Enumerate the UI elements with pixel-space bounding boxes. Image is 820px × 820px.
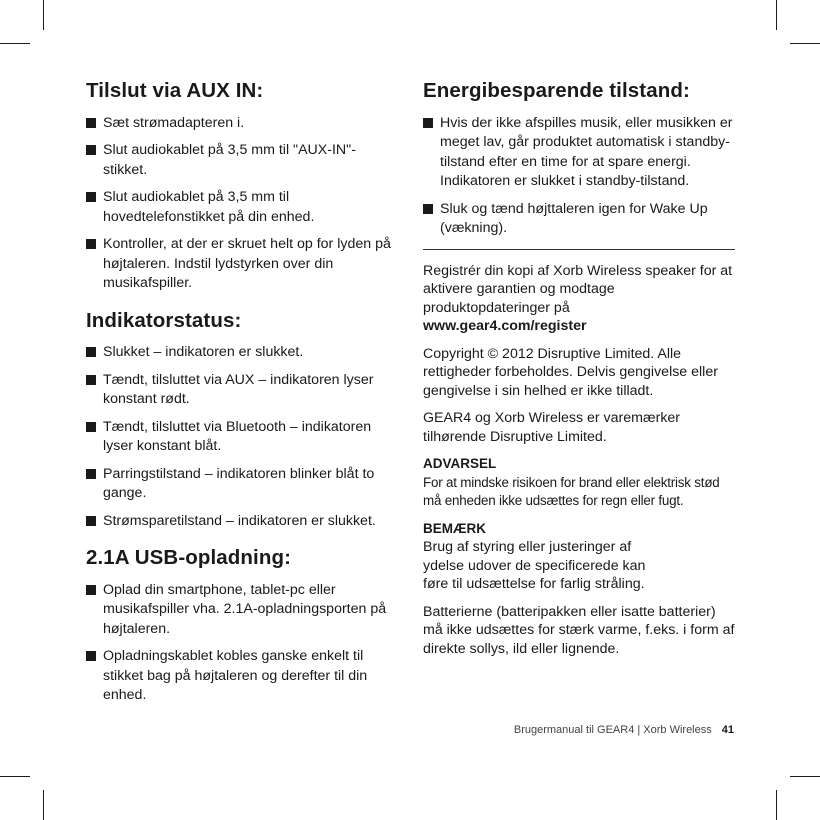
divider	[423, 249, 735, 250]
copyright-text: Copyright © 2012 Disruptive Limited. Alle rettigheder forbeholdes. Delvis gengivelse eller gengivelse i sin helhed er ikke tilladt.	[423, 345, 718, 399]
bullet-square-icon	[86, 585, 96, 595]
section-title-aux: Tilslut via AUX IN:	[86, 79, 264, 102]
note-text: Brug af styring eller justeringer af ydelse udover de specificerede kan føre til udsættelse for farlig stråling.	[423, 539, 646, 593]
list-item: Tændt, tilsluttet via AUX – indikatoren lyser konstant rødt.	[86, 371, 400, 410]
note-title: BEMÆRK	[423, 520, 486, 536]
battery-text: Batterierne (batteripakken eller isatte batterier) må ikke udsættes for stærk varme, f.eks. i form af direkte sollys, ild eller lignende.	[423, 603, 735, 657]
list-item: Strømsparetilstand – indikatoren er slukket.	[86, 512, 400, 532]
list-item: Oplad din smartphone, tablet-pc eller musikafspiller vha. 2.1A-opladningsporten på højtaleren.	[86, 581, 400, 640]
warning-text: For at mindske risikoen for brand eller elektrisk stød må enheden ikke udsættes for regn eller fugt.	[423, 474, 720, 509]
crop-mark	[43, 0, 44, 30]
aux-list	[86, 114, 400, 294]
bullet-square-icon	[86, 239, 96, 249]
crop-mark	[43, 790, 44, 820]
warning-title: ADVARSEL	[423, 456, 497, 472]
warning-paragraph	[423, 455, 735, 511]
list-item: Slukket – indikatoren er slukket.	[86, 343, 400, 363]
trademark-text: GEAR4 og Xorb Wireless er varemærker tilhørende Disruptive Limited.	[423, 410, 681, 445]
bullet-square-icon	[86, 375, 96, 385]
page-footer	[514, 724, 734, 736]
page-number: 41	[721, 724, 734, 736]
bullet-square-icon	[86, 145, 96, 155]
list-item: Slut audiokablet på 3,5 mm til hovedtelefonstikket på din enhed.	[86, 188, 400, 227]
bullet-square-icon	[86, 516, 96, 526]
list-item: Kontroller, at der er skruet helt op for lyden på højtaleren. Indstil lydstyrken over din musikafspiller.	[86, 235, 400, 294]
register-paragraph	[423, 262, 735, 336]
bullet-square-icon	[423, 118, 433, 128]
list-item: Sluk og tænd højttaleren igen for Wake Up (vækning).	[423, 200, 735, 239]
crop-mark	[790, 43, 820, 44]
bullet-square-icon	[86, 651, 96, 661]
list-item: Sæt strømadapteren i.	[86, 114, 400, 134]
bullet-square-icon	[86, 192, 96, 202]
right-column	[423, 78, 735, 667]
list-item: Slut audiokablet på 3,5 mm til "AUX-IN"-stikket.	[86, 141, 400, 180]
register-link[interactable]: www.gear4.com/register	[423, 318, 587, 335]
section-title-usb: 2.1A USB-opladning:	[86, 546, 291, 570]
crop-mark	[0, 43, 30, 44]
bullet-square-icon	[86, 422, 96, 432]
energy-list	[423, 114, 735, 239]
crop-mark	[776, 0, 777, 30]
note-paragraph	[423, 520, 658, 594]
bullet-square-icon	[86, 347, 96, 357]
usb-list	[86, 581, 400, 706]
list-item: Hvis der ikke afspilles musik, eller musikken er meget lav, går produktet automatisk i standby-tilstand efter en time for at spare energi. Indikatoren er slukket i standby-tilstand.	[423, 114, 735, 192]
footer-manual-title: Brugermanual til GEAR4 | Xorb Wireless	[513, 724, 712, 736]
indicator-list	[86, 343, 400, 531]
crop-mark	[776, 790, 777, 820]
crop-mark	[0, 776, 30, 777]
bullet-square-icon	[86, 469, 96, 479]
left-column	[86, 78, 400, 714]
section-title-indicator: Indikatorstatus:	[86, 308, 242, 332]
list-item: Parringstilstand – indikatoren blinker blåt to gange.	[86, 465, 400, 504]
list-item: Opladningskablet kobles ganske enkelt til stikket bag på højtaleren og derefter til din enhed.	[86, 647, 400, 706]
crop-mark	[790, 776, 820, 777]
section-title-energy: Energibesparende tilstand:	[423, 79, 690, 102]
list-item: Tændt, tilsluttet via Bluetooth – indikatoren lyser konstant blåt.	[86, 418, 400, 457]
bullet-square-icon	[86, 118, 96, 128]
bullet-square-icon	[423, 204, 433, 214]
register-text: Registrér din kopi af Xorb Wireless speaker for at aktivere garantien og modtage produktopdateringer på	[423, 262, 733, 316]
